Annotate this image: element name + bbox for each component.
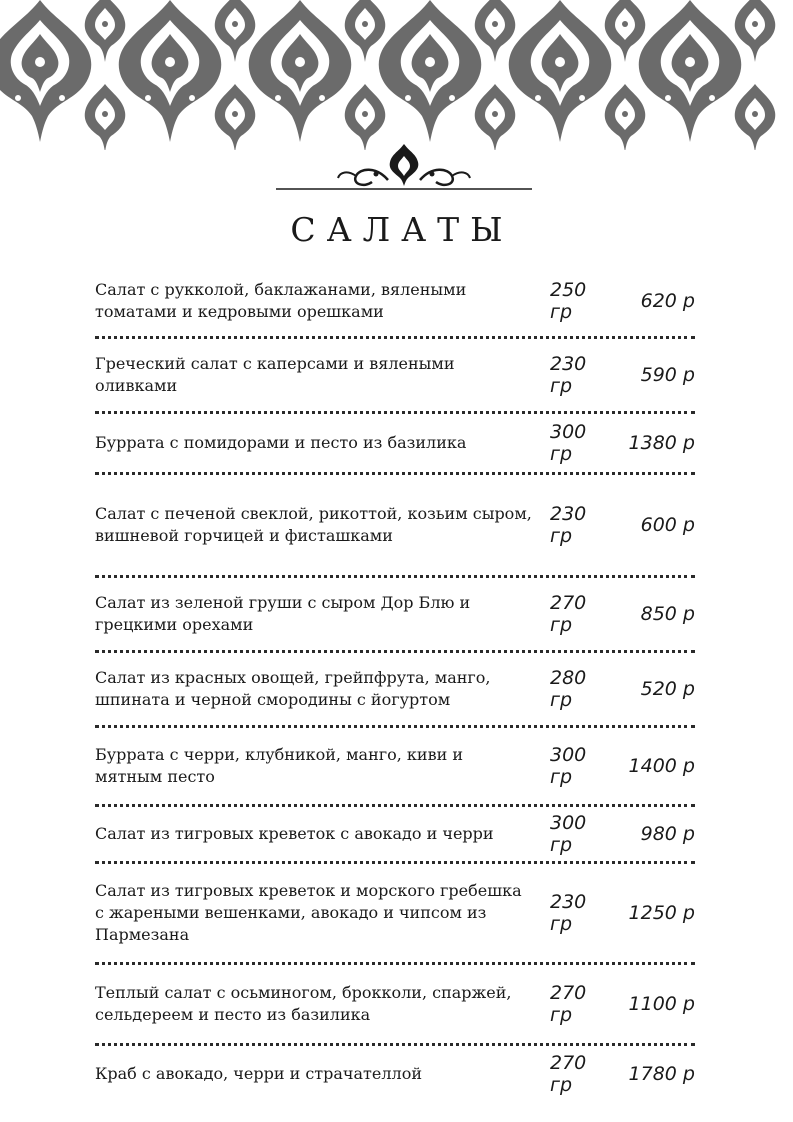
menu-item-weight: 270 гр [550, 982, 587, 1026]
menu-item-name: Салат из тигровых креветок и морского гребешка с жареными вешенками, авокадо и чипсом из Пармезана [95, 881, 522, 944]
menu-item-weight: 230 гр [550, 353, 587, 397]
menu-item-price: 590 р [640, 364, 695, 386]
menu-item-price: 520 р [640, 678, 695, 700]
salad-menu-list [95, 266, 695, 1102]
menu-item-name: Теплый салат с осьминогом, брокколи, спаржей, сельдереем и песто из базилика [95, 983, 512, 1024]
menu-item [95, 414, 695, 472]
menu-item-price: 600 р [640, 514, 695, 536]
menu-item-name: Салат из красных овощей, грейпфрута, манго, шпината и черной смородины с йогуртом [95, 668, 491, 709]
menu-item [95, 728, 695, 804]
page-title: САЛАТЫ [290, 210, 514, 249]
menu-item-name: Буррата с помидорами и песто из базилика [95, 433, 467, 452]
menu-item [95, 965, 695, 1043]
menu-item [95, 1046, 695, 1102]
menu-item-weight: 280 гр [550, 667, 587, 711]
menu-item-weight: 300 гр [550, 421, 587, 465]
menu-item-name: Краб с авокадо, черри и страчателлой [95, 1064, 422, 1083]
menu-item [95, 807, 695, 861]
menu-item-weight: 300 гр [550, 744, 587, 788]
menu-item [95, 475, 695, 575]
menu-item-price: 1100 р [628, 993, 695, 1015]
menu-item-name: Салат с печеной свеклой, рикоттой, козьим сыром, вишневой горчицей и фисташками [95, 504, 532, 545]
menu-item-name: Салат с рукколой, баклажанами, вялеными томатами и кедровыми орешками [95, 280, 467, 321]
menu-item-price: 1780 р [628, 1063, 695, 1085]
menu-item [95, 864, 695, 962]
menu-item-price: 1400 р [628, 755, 695, 777]
menu-item-price: 1380 р [628, 432, 695, 454]
menu-item-price: 980 р [640, 823, 695, 845]
menu-item-weight: 270 гр [550, 592, 587, 636]
menu-item-name: Салат из тигровых креветок с авокадо и черри [95, 824, 494, 843]
menu-item-weight: 250 гр [550, 279, 587, 323]
menu-item-name: Буррата с черри, клубникой, манго, киви и мятным песто [95, 745, 464, 786]
title-ornament [276, 140, 532, 196]
menu-item-name: Салат из зеленой груши с сыром Дор Блю и грецкими орехами [95, 593, 471, 634]
menu-item-name: Греческий салат с каперсами и вялеными оливками [95, 354, 455, 395]
menu-item [95, 578, 695, 650]
menu-item-weight: 270 гр [550, 1052, 587, 1096]
damask-pattern-band [0, 0, 793, 150]
menu-item [95, 653, 695, 725]
menu-item-price: 1250 р [628, 902, 695, 924]
menu-item [95, 266, 695, 336]
menu-item-weight: 300 гр [550, 812, 587, 856]
menu-item [95, 339, 695, 411]
menu-item-weight: 230 гр [550, 503, 587, 547]
menu-item-weight: 230 гр [550, 891, 587, 935]
menu-item-price: 620 р [640, 290, 695, 312]
menu-item-price: 850 р [640, 603, 695, 625]
